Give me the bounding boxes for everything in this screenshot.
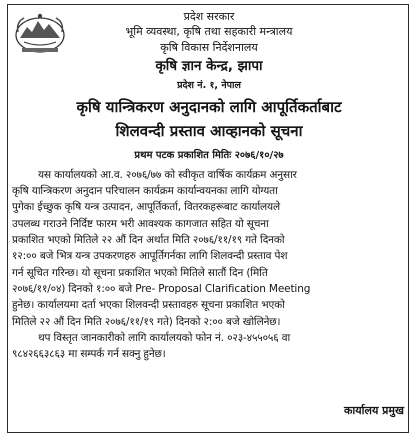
province-heading: प्रदेश नं. १, नेपाल — [177, 80, 241, 91]
signature-label: कार्यालय प्रमुख — [343, 404, 404, 417]
body-line: थप विस्तृत जानकारीको लागि कार्यालयको फोन नं. ०२३-४५५०५६ वा — [38, 332, 291, 344]
body-line: ९८४२६६३८६३ मा सम्पर्क गर्न सक्नु हुनेछ। — [12, 348, 166, 360]
body-line: कृषि यान्त्रिकरण अनुदान परिचालन कार्यक्रम कार्यान्वयनका लागि योग्यता — [12, 185, 278, 197]
body-line: पुगेका ईच्छुक कृषि यन्त्र उत्पादन, आपूर्तिकर्ता, वितरकहरूबाट कार्यालयले — [12, 201, 280, 213]
body-line: हुनेछ। कार्यालयमा दर्ता भएका शिलवन्दी प्रस्तावहरु सूचना प्रकाशित भएको — [12, 299, 285, 311]
body-line: मितिले २२ औं दिन मिति २०७६/११/१९ गते) दिनको २:०० बजे खोलिनेछ। — [12, 316, 281, 328]
center-heading: कृषि ज्ञान केन्द्र, झापा — [155, 58, 263, 74]
body-line: यस कार्यालयको आ.व. २०७६/७७ को स्वीकृत वार्षिक कार्यक्रम अनुसार — [38, 169, 297, 181]
publish-label: प्रथम पटक प्रकाशित मितिः — [134, 150, 232, 161]
notice-title-line-1: कृषि यान्त्रिकरण अनुदानको लागि आपूर्तिकर्ताबाट — [76, 98, 342, 116]
body-line: प्रकाशित भएको मितिले २२ औं दिन अर्थात मिति २०७६/११/१९ गते दिनको — [12, 234, 285, 246]
directorate-heading: कृषि विकास निर्देशनालय — [160, 41, 258, 54]
ministry-heading: भूमि व्यवस्था, कृषि तथा सहकारी मन्त्रालय — [125, 25, 293, 38]
body-line: २०७६/११/०४) दिनको १:०० बजे Pre- Proposal Clarification Meeting — [12, 283, 311, 295]
notice-title-line-2: शिलवन्दी प्रस्ताव आव्हानको सूचना — [115, 122, 303, 140]
publish-date: २०७६/१०/२७ — [234, 150, 284, 161]
body-line: गर्न सूचित गरिन्छ। यो सूचना प्रकाशित भएको मितिले सातौं दिन (मिति — [12, 267, 268, 279]
body-line: १२:०० बजे भित्र यन्त्र उपकरणहरु आपूर्तिगर्नका लागि शिलवन्दी प्रस्ताव पेश — [12, 250, 288, 262]
body-line: उपलब्ध गराउने निर्दिष्ट फारम भरी आवश्यक कागजात सहित यो सूचना — [12, 218, 269, 230]
government-heading: प्रदेश सरकार — [183, 10, 235, 23]
publish-info — [0, 147, 418, 161]
